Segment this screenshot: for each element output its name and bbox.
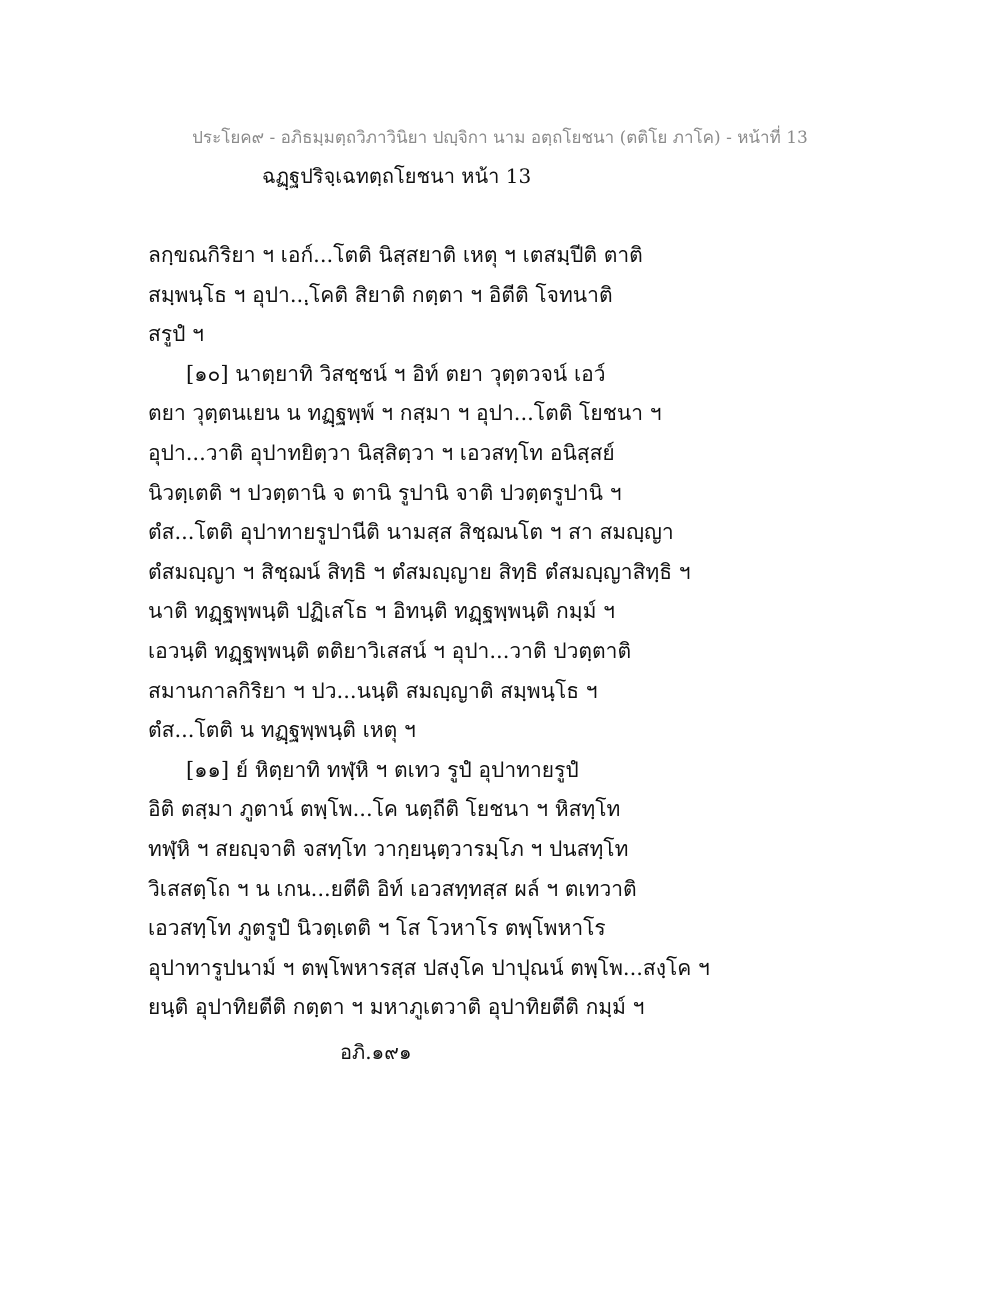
- text-line: ตํส...โตติ น ทฏฺฐพฺพนฺติ เหตุ ฯ: [148, 718, 416, 743]
- text-line: อิติ ตสฺมา ภูตาน์ ตพฺโพ...โค นตฺถีติ โยชนา ฯ หิสทฺโท: [148, 797, 621, 822]
- body-text: [148, 236, 848, 1028]
- running-header: ประโยค๙ - อภิธมฺมตฺถวิภาวินิยา ปญฺจิกา นาม อตฺถโยชนา (ตติโย ภาโค) - หน้าที่ 13: [192, 128, 808, 148]
- text-line: [๑๐] นาตฺยาทิ วิสชฺชน์ ฯ อิท์ ตยา วุตฺตวจน์ เอว์: [186, 361, 606, 386]
- text-line: เอวนฺติ ทฏฺฐพฺพนฺติ ตติยาวิเสสน์ ฯ อุปา...วาติ ปวตฺตาติ: [148, 638, 632, 663]
- text-line: [๑๑] ย์ หิตฺยาทิ ทฬฺหิ ฯ ตเทว รูปํ อุปาทายรูปํ: [186, 757, 579, 782]
- page-footer-reference: อภิ.๑๙๑: [340, 1040, 412, 1064]
- text-line: ตํส...โตติ อุปาทายรูปานีติ นามสฺส สิชฺฌนโต ฯ สา สมญฺญา: [148, 520, 674, 545]
- text-line: ตยา วุตฺตนเยน น ทฏฺฐพฺพ์ ฯ กสฺมา ฯ อุปา...โตติ โยชนา ฯ: [148, 401, 662, 426]
- text-line: นาติ ทฏฺฐพฺพนฺติ ปฏิเสโธ ฯ อิทนฺติ ทฏฺฐพฺพนฺติ กมฺม์ ฯ: [148, 599, 615, 624]
- text-line: ลกฺขณกิริยา ฯ เอก์...โตติ นิสฺสยาติ เหตุ ฯ เตสมฺปีติ ตาติ: [148, 243, 643, 267]
- text-line: นิวตฺเตติ ฯ ปวตฺตานิ จ ตานิ รูปานิ จาติ ปวตฺตรูปานิ ฯ: [148, 480, 622, 505]
- text-line: อุปา...วาติ อุปาทยิตฺวา นิสฺสิตฺวา ฯ เอวสทฺโท อนิสฺสย์: [148, 440, 615, 465]
- text-line: อุปาทารูปนาม์ ฯ ตพฺโพหารสฺส ปสงฺโค ปาปุณน์ ตพฺโพ...สงฺโค ฯ: [148, 955, 710, 980]
- text-line: สมฺพนฺโธ ฯ อุปา...ฺโคติ สิยาติ กตฺตา ฯ อิตีติ โจทนาติ: [148, 282, 613, 307]
- text-line: สมานกาลกิริยา ฯ ปว...นนฺติ สมญฺญาติ สมฺพนฺโธ ฯ: [148, 678, 598, 703]
- section-heading: ฉฏฺฐปริจฺเฉทตฺถโยชนา หน้า 13: [262, 164, 532, 188]
- text-line: ทฬฺหิ ฯ สยญฺจาติ จสทฺโท วากฺยนฺตฺวารมฺโภ ฯ ปนสทฺโท: [148, 836, 629, 861]
- text-line: ตํสมญฺญา ฯ สิชฺฌน์ สิทฺธิ ฯ ตํสมญฺญาย สิทฺธิ ตํสมญฺญาสิทฺธิ ฯ: [148, 559, 691, 584]
- text-line: เอวสทฺโท ภูตรูปํ นิวตฺเตติ ฯ โส โวหาโร ตพฺโพหาโร: [148, 916, 606, 941]
- text-line: ยนฺติ อุปาทิยตีติ กตฺตา ฯ มหาภูเตวาติ อุปาทิยตีติ กมฺม์ ฯ: [148, 995, 645, 1020]
- text-line: วิเสสตฺโถ ฯ น เกน...ยตีติ อิท์ เอวสทฺทสฺส ผล์ ฯ ตเทวาติ: [148, 876, 637, 901]
- text-line: สรูปํ ฯ: [148, 322, 204, 347]
